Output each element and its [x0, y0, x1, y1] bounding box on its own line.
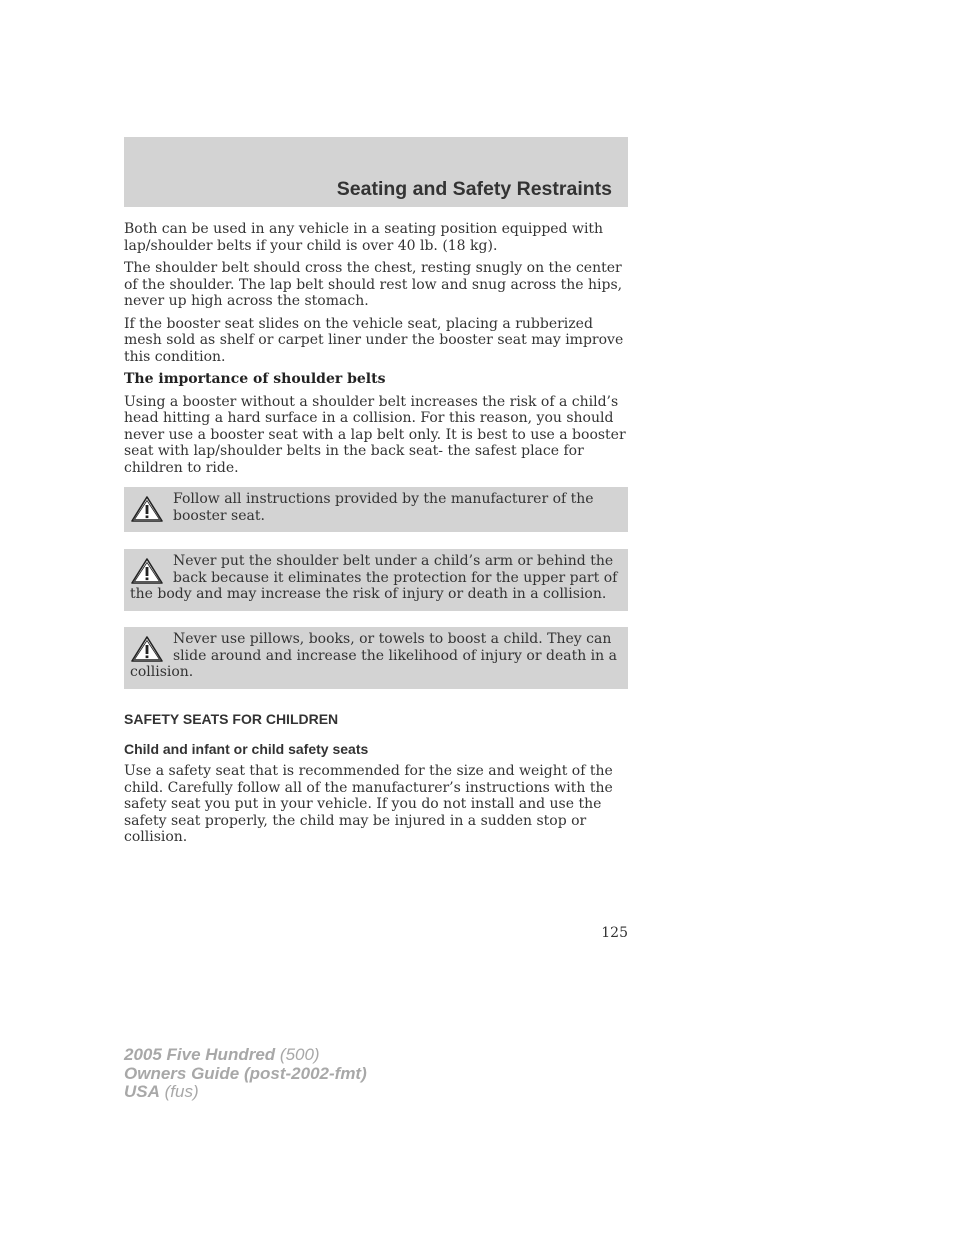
paragraph-booster-usage: Both can be used in any vehicle in a seating position equipped with lap/shoulder belts if your child is over 40 lb. (18 kg).	[124, 221, 604, 254]
footer-market-code: (fus)	[164, 1082, 199, 1101]
safety-seats-text: Use a safety seat that is recommended for the size and weight of the child. Carefully follow all of the manufacturer’s instructions with the safety seat you put in your vehicle. If you do not install and use the safety seat properly, the child may be injured in a sudden stop or collision.	[124, 763, 613, 845]
shoulder-belts-heading: The importance of shoulder belts	[124, 371, 386, 387]
footer-line-2	[124, 1065, 367, 1084]
paragraph-belt-position: The shoulder belt should cross the chest, resting snugly on the center of the shoulder. The lap belt should rest low and snug across the hips, never up high across the stomach.	[124, 260, 623, 309]
warning-text-3: Never use pillows, books, or towels to boost a child. They can slide around and increase the likelihood of injury or death in a collision.	[130, 631, 617, 680]
footer-model-code: (500)	[279, 1045, 320, 1064]
section-header-band	[124, 137, 628, 207]
paragraph-booster-slide: If the booster seat slides on the vehicle seat, placing a rubberized mesh sold as shelf or carpet liner under the booster seat may improve this condition.	[124, 315, 624, 365]
warning-triangle-icon	[130, 495, 164, 523]
footer-line-3	[124, 1083, 367, 1102]
warning-text-1: Follow all instructions provided by the manufacturer of the booster seat.	[173, 491, 594, 524]
document-footer	[124, 1046, 367, 1102]
footer-line-1	[124, 1046, 367, 1065]
footer-model: 2005 Five Hundred	[124, 1045, 276, 1064]
shoulder-belts-text: Using a booster without a shoulder belt increases the risk of a child’s head hitting a hard surface in a collision. For this reason, you should never use a booster seat with a lap belt only. It is best to use a booster seat with lap/shoulder belts in the back seat- the safest place for children to ride.	[124, 393, 626, 476]
section-title: Seating and Safety Restraints	[336, 178, 612, 200]
warning-box-1	[124, 487, 628, 532]
safety-seats-heading: SAFETY SEATS FOR CHILDREN	[124, 711, 339, 727]
warning-text-2: Never put the shoulder belt under a child’s arm or behind the back because it eliminates the protection for the upper part of the body and may increase the risk of injury or death in a collision.	[130, 553, 618, 602]
page-number: 125	[601, 925, 628, 941]
warning-triangle-icon	[130, 557, 164, 585]
footer-market: USA	[124, 1082, 160, 1101]
footer-guide: Owners Guide (post-2002-fmt)	[124, 1063, 367, 1083]
warning-box-3	[124, 627, 628, 689]
child-safety-seats-subheading: Child and infant or child safety seats	[124, 741, 369, 757]
page-content	[124, 221, 628, 852]
warning-triangle-icon	[130, 635, 164, 663]
warning-box-2	[124, 549, 628, 611]
